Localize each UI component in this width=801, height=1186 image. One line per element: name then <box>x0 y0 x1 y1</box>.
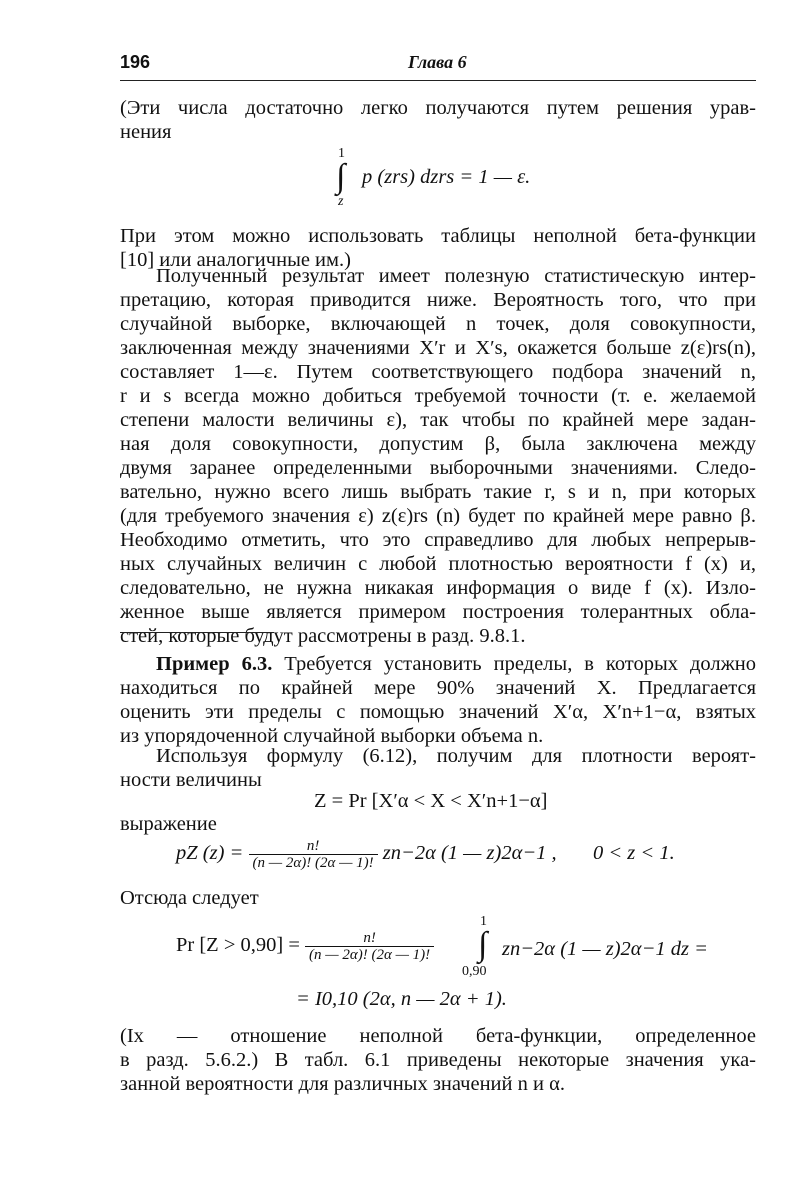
integral-sign: ∫ <box>478 926 488 963</box>
text-line: (Эти числа достаточно легко получаются путем решения урав- <box>120 97 756 119</box>
text-line: находиться по крайней мере 90% значений X. Предлагается <box>120 677 756 699</box>
text-span: Требуется установить пределы, в которых должно <box>272 653 757 675</box>
integrand-rest: rs) dzrs = 1 — ε. <box>392 166 531 188</box>
text-line: степени малости величины ε), так чтобы по крайней мере задан- <box>120 409 756 431</box>
fraction-denominator: (n — 2α)! (2α — 1)! <box>305 946 434 963</box>
text-line: женное выше является примером построения толерантных обла- <box>120 601 756 623</box>
page-header <box>120 52 756 74</box>
integral-lower-limit: z <box>338 194 344 209</box>
integral-lower-limit: 0,90 <box>462 964 487 979</box>
integral-upper-limit: 1 <box>338 146 345 161</box>
text-line: оценить эти пределы с помощью значений X′α, X′n+1−α, взятых <box>120 701 756 723</box>
text-line: случайной выборке, включающей n точек, доля совокупности, <box>120 313 756 335</box>
text-line: Используя формулу (6.12), получим для плотности вероят- <box>156 745 756 767</box>
example-label: Пример 6.3. <box>156 653 273 675</box>
formula-rhs: zn−2α (1 — z)2α−1 dz = <box>502 938 708 960</box>
fraction <box>305 930 434 963</box>
chapter-title: Глава 6 <box>408 52 467 72</box>
example-6-3 <box>120 652 756 748</box>
text-line: двумя заранее определенными выборочными значениями. Следо- <box>120 457 756 479</box>
text-line: вательно, нужно всего лишь выбрать такие r, s и n, при которых <box>120 481 756 503</box>
fraction-numerator: n! <box>363 930 376 946</box>
text-line: Полученный результат имеет полезную статистическую интер- <box>156 265 756 287</box>
integral-upper-limit: 1 <box>480 914 487 929</box>
text-line <box>120 652 756 676</box>
text-line: ная доля совокупности, допустим β, была заключена между <box>120 433 756 455</box>
paragraph-interpretation <box>120 264 756 648</box>
text-line: Отсюда следует <box>120 887 259 909</box>
formula-prob-line2: = I0,10 (2α, n — 2α + 1). <box>296 988 507 1010</box>
text-line: При этом можно использовать таблицы неполной бета-функции <box>120 225 756 247</box>
formula-rhs: zn−2α (1 — z)2α−1 , <box>382 842 557 865</box>
text-line: нения <box>120 121 172 143</box>
paragraph-density <box>120 744 756 792</box>
word-hence <box>120 886 756 910</box>
integral-sign: ∫ <box>336 158 346 195</box>
formula-lhs: pZ (z) = <box>176 842 244 865</box>
text-line: претацию, которая приводится ниже. Вероятность того, что при <box>120 289 756 311</box>
section-divider <box>120 632 274 633</box>
text-line: ности величины <box>120 769 262 791</box>
text-line: заключенная между значениями X′r и X′s, окажется больше z(ε)rs(n), <box>120 337 756 359</box>
formula-lhs: Pr [Z > 0,90] = <box>176 934 300 957</box>
text-line: [10] или аналогичные им.) <box>120 249 351 271</box>
word-expression <box>120 812 756 836</box>
header-rule <box>120 80 756 81</box>
formula-integrand <box>362 166 530 189</box>
text-line: стей, которые будут рассмотрены в разд. 9.8.1. <box>120 625 526 647</box>
text-line: составляет 1—ε. Путем соответствующего подбора значений n, <box>120 361 756 383</box>
integrand-part: p (z <box>362 166 393 188</box>
text-line: из упорядоченной случайной выборки объема n. <box>120 725 544 747</box>
text-line: (Ix — отношение неполной бета-функции, определенное <box>120 1025 756 1047</box>
text-line: r и s всегда можно добиться требуемой точности (т. е. желаемой <box>120 385 756 407</box>
fraction-denominator: (n — 2α)! (2α — 1)! <box>249 854 378 871</box>
formula-z-definition: Z = Pr [X′α < X < X′n+1−α] <box>314 790 548 812</box>
fraction-numerator: n! <box>306 838 320 854</box>
paragraph-intro <box>120 96 756 144</box>
text-line: Необходимо отметить, что это справедливо для любых непрерыв- <box>120 529 756 551</box>
text-line: занной вероятности для различных значений n и α. <box>120 1073 565 1095</box>
text-line: (для требуемого значения ε) z(ε)rs (n) будет по крайней мере равно β. <box>120 505 756 527</box>
formula-condition: 0 < z < 1. <box>592 842 675 865</box>
text-line: ных случайных величин с любой плотностью вероятности f (x) и, <box>120 553 756 575</box>
text-line: следовательно, не нужна никакая информация о виде f (x). Изло- <box>120 577 756 599</box>
text-line: в разд. 5.6.2.) В табл. 6.1 приведены некоторые значения ука- <box>120 1049 756 1071</box>
fraction <box>249 838 378 871</box>
text-line: выражение <box>120 813 217 835</box>
formula-prob-line1 <box>176 930 434 963</box>
page-number: 196 <box>120 52 151 72</box>
formula-density <box>176 838 675 871</box>
paragraph-table-ref <box>120 1024 756 1096</box>
